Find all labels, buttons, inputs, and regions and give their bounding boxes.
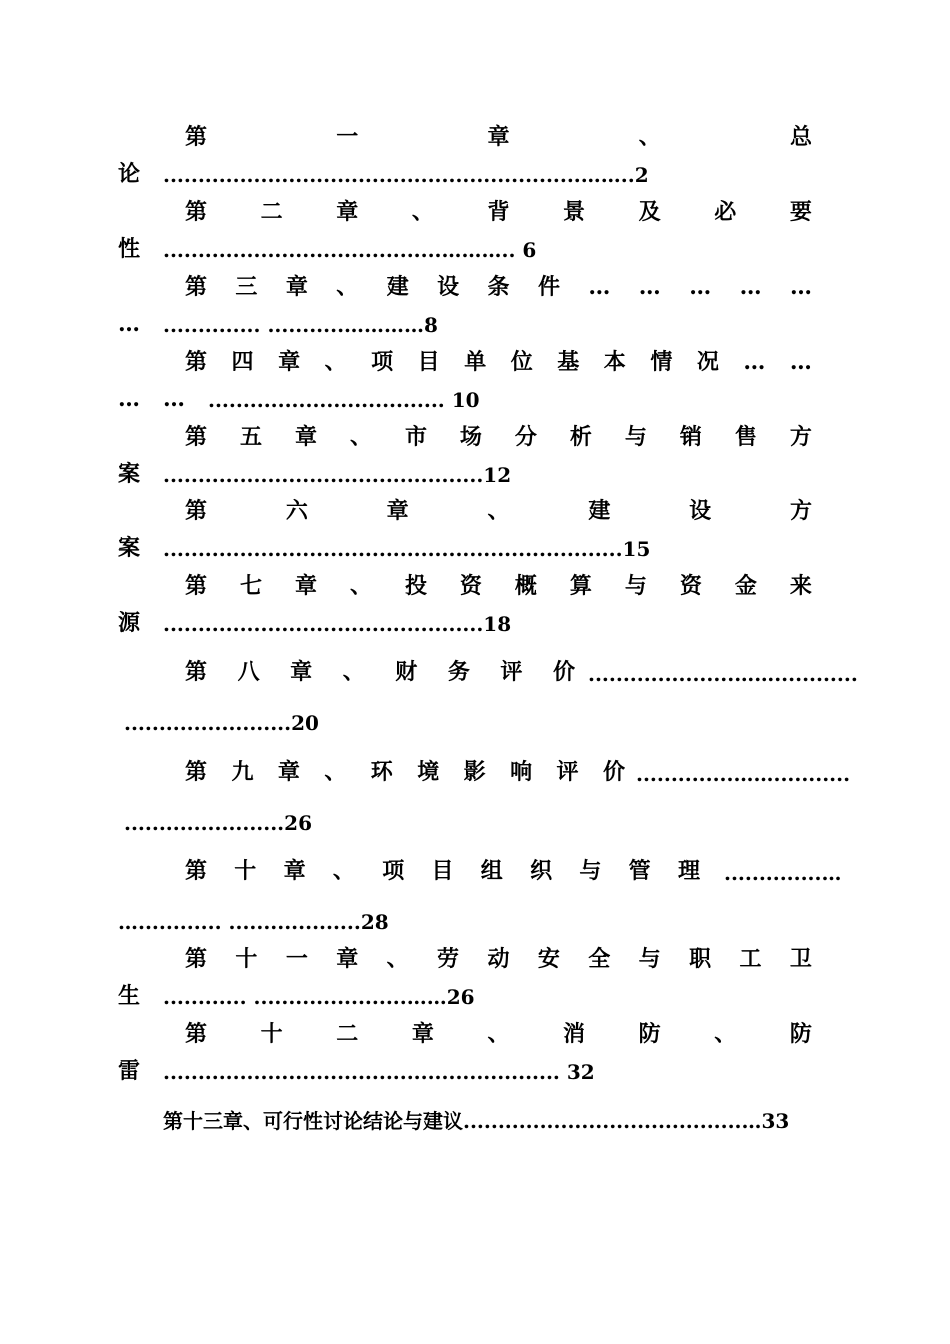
toc-ch6-first: 案: [118, 535, 141, 561]
toc-ch9-trail: ..............……...........: [636, 762, 851, 786]
toc-ch10-trail: ..............…: [724, 861, 842, 885]
toc-ch10-leader: …............ ...................28: [118, 910, 389, 934]
toc-ch8-trail: .....................……............: [588, 662, 858, 686]
toc-ch11-leader: ............ ......................……26: [163, 985, 475, 1009]
toc-ch6-leader: ..................................................................15: [163, 537, 651, 561]
toc-ch12-title[interactable]: 第 十 二 章 、 消 防 、 防: [185, 1021, 812, 1047]
toc-ch11-title[interactable]: 第 十 一 章 、 劳 动 安 全 与 职 工 卫: [185, 946, 812, 972]
toc-ch4-leader: .................................. 10: [208, 388, 480, 412]
toc-ch2-title[interactable]: 第 二 章 、 背 景 及 必 要: [185, 199, 812, 225]
toc-ch4-first: …: [118, 386, 140, 412]
toc-ch1-title[interactable]: 第 一 章 、 总: [185, 124, 812, 150]
toc-ch1-first: 论: [118, 161, 141, 187]
toc-ch3-first: …: [118, 311, 140, 337]
toc-ch9-title[interactable]: 第 九 章 、 环 境 影 响 评 价: [185, 759, 625, 785]
toc-ch5-title[interactable]: 第 五 章 、 市 场 分 析 与 销 售 方: [185, 424, 812, 450]
toc-ch5-leader: ..............................................12: [163, 463, 512, 487]
toc-ch13-line[interactable]: 第十三章、可行性讨论结论与建议........................................…33: [163, 1109, 790, 1133]
toc-ch8-leader: ........................20: [124, 711, 319, 735]
toc-ch5-first: 案: [118, 461, 141, 487]
toc-ch2-first: 性: [118, 236, 141, 262]
toc-ch4-second: …: [163, 386, 185, 412]
toc-ch3-leader: .............. ...........…………8: [163, 313, 438, 337]
toc-ch7-leader: ..............................................18: [163, 612, 512, 636]
toc-ch9-leader: .......................26: [124, 811, 312, 835]
toc-ch3-title[interactable]: 第 三 章 、 建 设 条 件 … … … … …: [185, 274, 812, 300]
toc-ch1-leader: ............................................................……..2: [163, 163, 649, 187]
toc-ch12-first: 雷: [118, 1058, 141, 1084]
toc-ch8-title[interactable]: 第 八 章 、 财 务 评 价: [185, 659, 575, 685]
toc-ch2-leader: ........................................……….. 6: [163, 238, 537, 262]
toc-ch6-title[interactable]: 第 六 章 、 建 设 方: [185, 498, 812, 524]
toc-ch7-title[interactable]: 第 七 章 、 投 资 概 算 与 资 金 来: [185, 573, 812, 599]
toc-ch7-first: 源: [118, 610, 141, 636]
toc-ch4-title[interactable]: 第 四 章 、 项 目 单 位 基 本 情 况 … …: [185, 349, 812, 375]
toc-ch10-title[interactable]: 第 十 章 、 项 目 组 织 与 管 理: [185, 858, 700, 884]
toc-ch11-first: 生: [118, 983, 141, 1009]
toc-ch12-leader: ......................................................... 32: [163, 1060, 595, 1084]
